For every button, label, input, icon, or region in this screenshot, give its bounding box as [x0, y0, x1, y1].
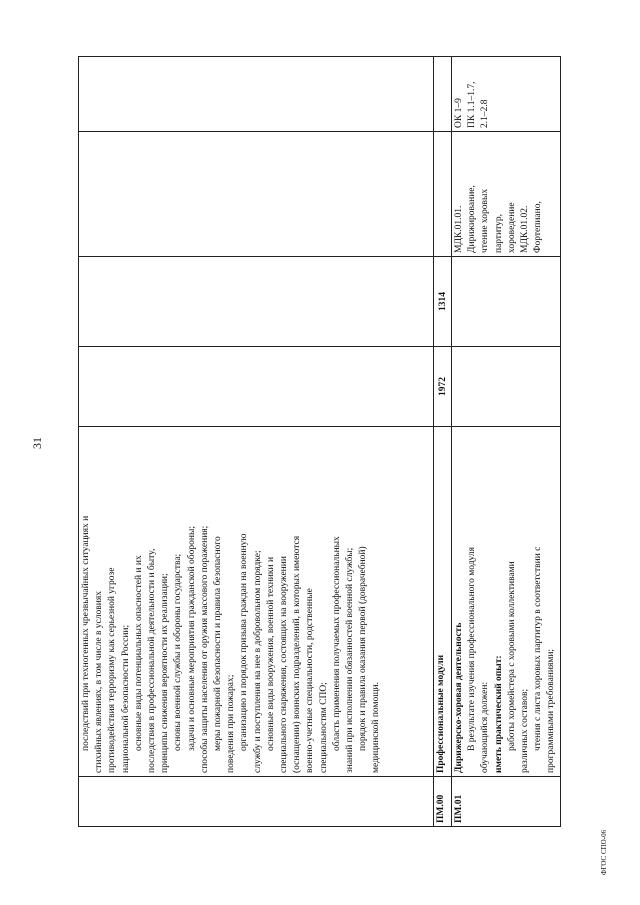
bzh-line: знаний при исполнении обязанностей военной службы; [345, 547, 356, 773]
hours-required-cell-empty [79, 257, 434, 347]
bzh-line: службу и поступления на нее в добровольном порядке; [252, 550, 263, 773]
pm01-hours-max-empty [452, 347, 561, 427]
page-number: 31 [30, 437, 44, 449]
pm01-line: работы хормейстера с хоровыми коллективами [506, 561, 517, 751]
pm01-line: различных составов; [520, 688, 531, 773]
bzh-line: специального снаряжения, состоящих на вооружении [279, 556, 290, 773]
pm01-line: чтения с листа хоровых партитур в соответствии с [533, 546, 544, 751]
mdk-line: партитур, [493, 213, 504, 253]
bzh-line: последствий при техногенных чрезвычайных ситуациях и [81, 515, 91, 751]
bzh-line: поведения при пожарах; [226, 674, 237, 773]
bzh-line: организацию и порядок призыва граждан на военную [239, 533, 250, 751]
hours-max-cell-empty [79, 347, 434, 427]
mdk-line: чтение хоровых [480, 188, 491, 253]
bzh-line: задачи и основные мероприятия гражданской обороны; [186, 526, 197, 751]
bzh-line: специальностям СПО; [318, 682, 329, 773]
bzh-line: область применения получаемых профессиональных [331, 536, 342, 751]
pm01-code: ПМ.01 [452, 777, 561, 827]
mdk-line: Фортепиано, [533, 201, 544, 253]
table-row-bzh [79, 57, 434, 827]
curriculum-table [78, 56, 561, 827]
footer-label: ФГОС СПО-06 [600, 829, 608, 875]
mdk-line: Дирижирование, [467, 185, 478, 253]
bzh-line: последствия в профессиональной деятельности и быту, [147, 548, 158, 773]
pm01-line: программными требованиями; [546, 648, 557, 773]
bzh-line: порядок и правила оказания первой (доврачебной) [358, 546, 369, 751]
mdk-line: хороведение [506, 202, 517, 253]
mdk-line: МДК.01.02. [520, 205, 531, 253]
competency-line: ОК 1–9 [454, 98, 464, 128]
bzh-line: основные виды потенциальных опасностей и их [133, 555, 144, 751]
pm00-hours-max: 1972 [434, 347, 452, 427]
pm01-title: Дирижерско-хоровая деятельность [454, 622, 464, 773]
bzh-line: основы военной службы и обороны государства; [173, 553, 184, 751]
competency-cell-empty [79, 57, 434, 132]
pm00-title: Профессиональные модули [434, 427, 452, 777]
bzh-line: основные виды вооружения, военной техники и [265, 556, 276, 751]
pm00-code: ПМ.00 [434, 777, 452, 827]
mdk-line: МДК.01.01. [454, 205, 464, 253]
bzh-line: медицинской помощи. [371, 681, 382, 773]
bzh-line: стихийных явлениях, в том числе в условиях [94, 591, 105, 773]
pm01-line: иметь практический опыт: [493, 655, 504, 773]
pm01-line: обучающийся должен: [480, 681, 491, 773]
table-row-pm01 [452, 57, 561, 827]
pm01-hours-required-empty [452, 257, 561, 347]
bzh-line: военно-учетные специальности, родственные [305, 588, 316, 773]
competency-line: 2.1–2.8 [480, 99, 491, 128]
bzh-line: национальной безопасности России; [120, 624, 131, 773]
competency-line: ПК 1.1–1.7, [467, 81, 478, 128]
bzh-line: принципы снижения вероятности их реализации; [160, 573, 171, 773]
code-cell-empty [79, 777, 434, 827]
table-row-pm00 [434, 57, 452, 827]
pm00-hours-required: 1314 [434, 257, 452, 347]
pm01-mdk-cell [452, 132, 561, 257]
bzh-line: противодействия терроризму как серьезной угрозе [107, 567, 118, 773]
pm01-line: В результате изучения профессионального модуля [467, 547, 478, 751]
bzh-content-cell [79, 427, 434, 777]
bzh-line: (оснащении) воинских подразделений, в которых имеются [292, 535, 303, 773]
pm00-competency-empty [434, 57, 452, 132]
bzh-line: способы защиты населения от оружия массового поражения; [199, 525, 210, 773]
pm01-content-cell [452, 427, 561, 777]
pm00-mdk-empty [434, 132, 452, 257]
mdk-cell-empty [79, 132, 434, 257]
pm01-competency-cell [452, 57, 561, 132]
bzh-line: меры пожарной безопасности и правила безопасного [213, 536, 224, 751]
